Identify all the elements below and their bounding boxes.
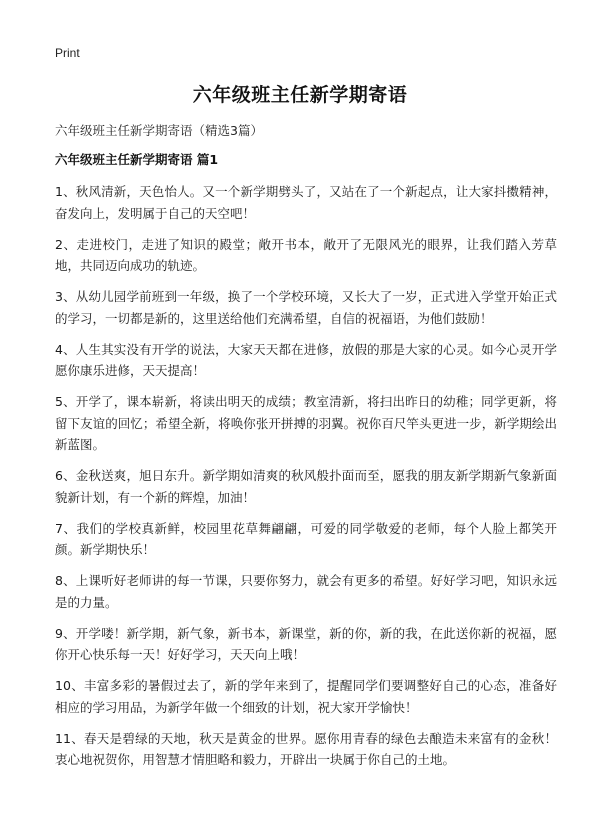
subtitle: 六年级班主任新学期寄语（精选3篇） [55,123,263,138]
entry-paragraph: 6、金秋送爽，旭日东升。新学期如清爽的秋风般扑面而至，愿我的朋友新学期新气象新面貌新计划，有一个新的辉煌，加油！ [55,468,557,505]
entry-paragraph: 5、开学了，课本崭新，将读出明天的成绩；教室清新，将扫出昨日的幼稚；同学更新，将留下友谊的回忆；希望全新，将唤你张开拼搏的羽翼。祝你百尺竿头更进一步，新学期绘出新蓝图。 [55,394,557,452]
entry-paragraph: 9、开学喽！新学期，新气象，新书本，新课堂，新的你，新的我，在此送你新的祝福，愿你开心快乐每一天！好好学习，天天向上哦！ [55,625,557,662]
entry-paragraph: 4、人生其实没有开学的说法，大家天天都在进修，放假的那是大家的心灵。如今心灵开学愿你康乐进修，天天提高！ [55,341,557,378]
entry-paragraph: 3、从幼儿园学前班到一年级，换了一个学校环境，又长大了一岁，正式进入学堂开始正式的学习，一切都是新的，这里送给他们充满希望，自信的祝福语，为他们鼓励！ [55,289,557,326]
page-title: 六年级班主任新学期寄语 [192,84,408,106]
entry-paragraph: 7、我们的学校真新鲜，校园里花草舞翩翩，可爱的同学敬爱的老师，每个人脸上都笑开颜。新学期快乐！ [55,520,557,557]
print-link[interactable]: Print [55,46,80,60]
entry-paragraph: 1、秋风清新，天色怡人。又一个新学期劈头了，又站在了一个新起点，让大家抖擞精神，奋发向上，发明属于自己的天空吧！ [55,184,557,221]
entry-paragraph: 10、丰富多彩的暑假过去了，新的学年来到了，提醒同学们要调整好自己的心态，准备好相应的学习用品，为新学年做一个细致的计划，祝大家开学愉快！ [55,678,557,715]
section-heading: 六年级班主任新学期寄语 篇1 [55,152,219,167]
entry-paragraph: 11、春天是碧绿的天地，秋天是黄金的世界。愿你用青春的绿色去酿造未来富有的金秋！衷心地祝贺你，用智慧才情胆略和毅力，开辟出一块属于你自己的土地。 [55,730,557,767]
entry-paragraph: 8、上课听好老师讲的每一节课，只要你努力，就会有更多的希望。好好学习吧，知识永远是的力量。 [55,573,557,610]
entry-list [55,181,557,780]
entry-paragraph: 2、走进校门，走进了知识的殿堂；敞开书本，敞开了无限风光的眼界，让我们踏入芳草地，共同迈向成功的轨迹。 [55,236,557,273]
